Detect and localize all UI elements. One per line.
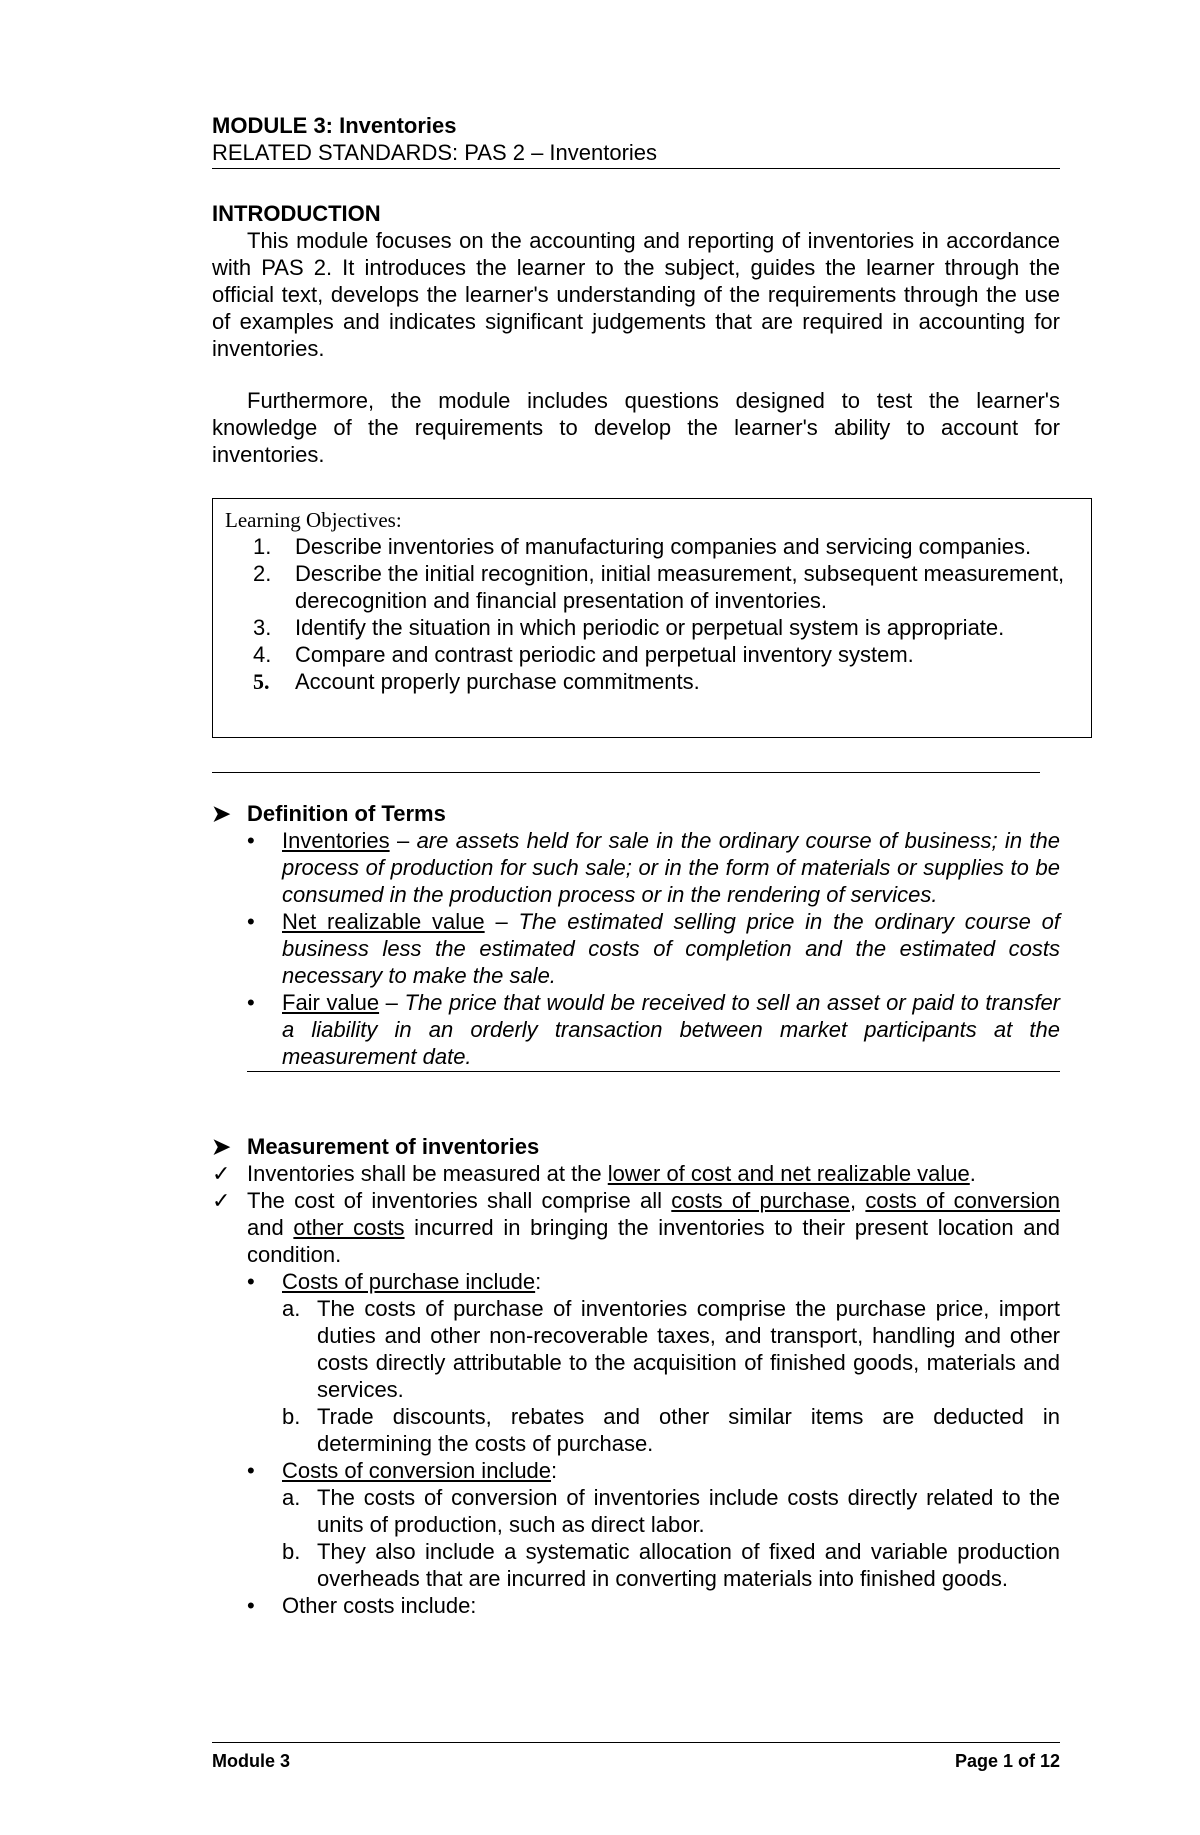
definition-text: The estimated selling price in the ordinary course of business less the estimated costs of completion and the estimated costs necessary to make the sale. (282, 909, 1060, 988)
item-letter: b. (282, 1404, 301, 1429)
bullet-icon: • (247, 1269, 255, 1294)
objective-number: 4. (253, 642, 272, 667)
item-text: Trade discounts, rebates and other similar items are deducted in determining the costs of purchase. (317, 1404, 1060, 1456)
definition-text-block (282, 827, 1060, 908)
text-span: Inventories shall be measured at the (247, 1161, 608, 1186)
text-span: The cost of inventories shall comprise all (247, 1188, 672, 1213)
bullet-icon: • (247, 1593, 255, 1618)
page-footer (212, 1742, 1060, 1772)
definition-dash: – (379, 990, 405, 1015)
definition-text-block (282, 989, 1060, 1070)
checkmark-icon: ✓ (212, 1161, 231, 1186)
checkmark-icon: ✓ (212, 1188, 231, 1213)
bullet-icon: • (247, 828, 255, 853)
objective-item (253, 668, 1079, 695)
check-item (212, 1160, 1060, 1187)
item-letter: a. (282, 1485, 301, 1510)
check-item-text (247, 1187, 1060, 1268)
text-span: : (551, 1458, 558, 1483)
measurement-section (212, 1133, 1060, 1619)
costs-of-purchase-heading: Costs of purchase include (282, 1269, 536, 1294)
objective-number: 1. (253, 534, 272, 559)
lettered-item (282, 1403, 1060, 1457)
sub-heading (282, 1268, 541, 1295)
other-costs-heading: Other costs include: (282, 1593, 477, 1618)
objective-text: Identify the situation in which periodic or perpetual system is appropriate. (295, 615, 1005, 640)
objective-number: 3. (253, 615, 272, 640)
conversion-list (282, 1484, 1060, 1592)
text-span: incurred in bringing the inventories to their present location and condition. (247, 1215, 1060, 1267)
costs-of-conversion-heading: Costs of conversion include (282, 1458, 552, 1483)
item-text: They also include a systematic allocation of fixed and variable production overheads that are incurred in converting materials into finished goods. (317, 1539, 1060, 1591)
underlined-term: costs of conversion (865, 1188, 1060, 1213)
objective-text: Compare and contrast periodic and perpetual inventory system. (295, 642, 914, 667)
costs-of-purchase-block (247, 1268, 1060, 1457)
footer-module-label: Module 3 (212, 1751, 291, 1771)
measurement-heading: Measurement of inventories (247, 1134, 540, 1159)
text-span: : (535, 1269, 542, 1294)
definition-text: The price that would be received to sell an asset or paid to transfer a liability in an orderly transaction between market participants at the measurement date. (282, 990, 1061, 1069)
definitions-list (247, 827, 1060, 1072)
definition-dash: – (389, 828, 417, 853)
sub-bullet-row (247, 1457, 1060, 1484)
objective-item (253, 614, 1079, 641)
check-item-text (247, 1160, 1060, 1187)
bullet-icon: • (247, 909, 255, 934)
objective-text: Describe the initial recognition, initial measurement, subsequent measurement, derecognition and financial presentation of inventories. (295, 561, 1065, 613)
document-header (212, 112, 1060, 169)
arrow-bullet-icon: ➤ (212, 801, 231, 826)
definition-text-block (282, 908, 1060, 989)
related-standards: RELATED STANDARDS: PAS 2 – Inventories (212, 139, 1060, 169)
underlined-term: lower of cost and net realizable value (607, 1161, 970, 1186)
item-letter: a. (282, 1296, 301, 1321)
definition-item (247, 908, 1060, 989)
text-span: , (850, 1188, 866, 1213)
purchase-list (282, 1295, 1060, 1457)
definition-item (247, 827, 1060, 908)
introduction-heading: INTRODUCTION (212, 201, 381, 226)
objective-number: 5. (253, 669, 270, 694)
introduction-paragraph-2: Furthermore, the module includes questions designed to test the learner's knowledge of the requirements to develop the learner's ability to account for inventories. (212, 388, 1060, 467)
introduction-paragraph-1: This module focuses on the accounting and reporting of inventories in accordance with PAS 2. It introduces the learner to the subject, guides the learner through the official text, develops the learner's understanding of the requirements through the use of examples and indicates significant judgements that are required in accounting for inventories. (212, 228, 1060, 361)
underlined-term: other costs (293, 1215, 405, 1240)
objective-item (253, 560, 1079, 614)
lettered-item (282, 1538, 1060, 1592)
definition-item (247, 989, 1060, 1070)
module-title: MODULE 3: Inventories (212, 113, 457, 138)
learning-objectives-box (212, 498, 1092, 738)
text-span: . (969, 1161, 976, 1186)
sub-heading (282, 1457, 557, 1484)
bullet-icon: • (247, 1458, 255, 1483)
definition-dash: – (484, 909, 519, 934)
arrow-bullet-icon: ➤ (212, 1134, 231, 1159)
definitions-heading: Definition of Terms (247, 801, 446, 826)
text-span: and (247, 1215, 294, 1240)
item-text: The costs of purchase of inventories comprise the purchase price, import duties and other non-recoverable taxes, and transport, handling and other costs directly attributable to the acquisition of finished goods, materials and services. (317, 1296, 1060, 1402)
lettered-item (282, 1295, 1060, 1403)
item-text: The costs of conversion of inventories include costs directly related to the units of production, such as direct labor. (317, 1485, 1060, 1537)
objective-text: Account properly purchase commitments. (295, 669, 700, 694)
check-item (212, 1187, 1060, 1268)
sub-bullet-row (247, 1592, 1060, 1619)
measurement-heading-row (212, 1133, 1060, 1160)
underlined-term: costs of purchase (671, 1188, 851, 1213)
item-letter: b. (282, 1539, 301, 1564)
objective-number: 2. (253, 561, 272, 586)
definition-text: are assets held for sale in the ordinary course of business; in the process of production for such sale; or in the form of materials or supplies to be consumed in the production process or in the rendering of services. (282, 828, 1060, 907)
definitions-heading-row (212, 800, 1060, 827)
objective-item (253, 533, 1079, 560)
introduction-section (212, 200, 1060, 468)
definition-term: Fair value (282, 990, 380, 1015)
definition-term: Net realizable value (282, 909, 485, 934)
costs-of-conversion-block (247, 1457, 1060, 1619)
objective-item (253, 641, 1079, 668)
lettered-item (282, 1484, 1060, 1538)
learning-objectives-heading: Learning Objectives: (225, 508, 402, 532)
sub-bullet-row (247, 1268, 1060, 1295)
definitions-section (212, 800, 1060, 1072)
definition-term: Inventories (282, 828, 390, 853)
footer-page-number: Page 1 of 12 (954, 1751, 1060, 1771)
section-divider (212, 772, 1040, 773)
objectives-list (225, 533, 1079, 695)
bullet-icon: • (247, 990, 255, 1015)
objective-text: Describe inventories of manufacturing companies and servicing companies. (295, 534, 1032, 559)
